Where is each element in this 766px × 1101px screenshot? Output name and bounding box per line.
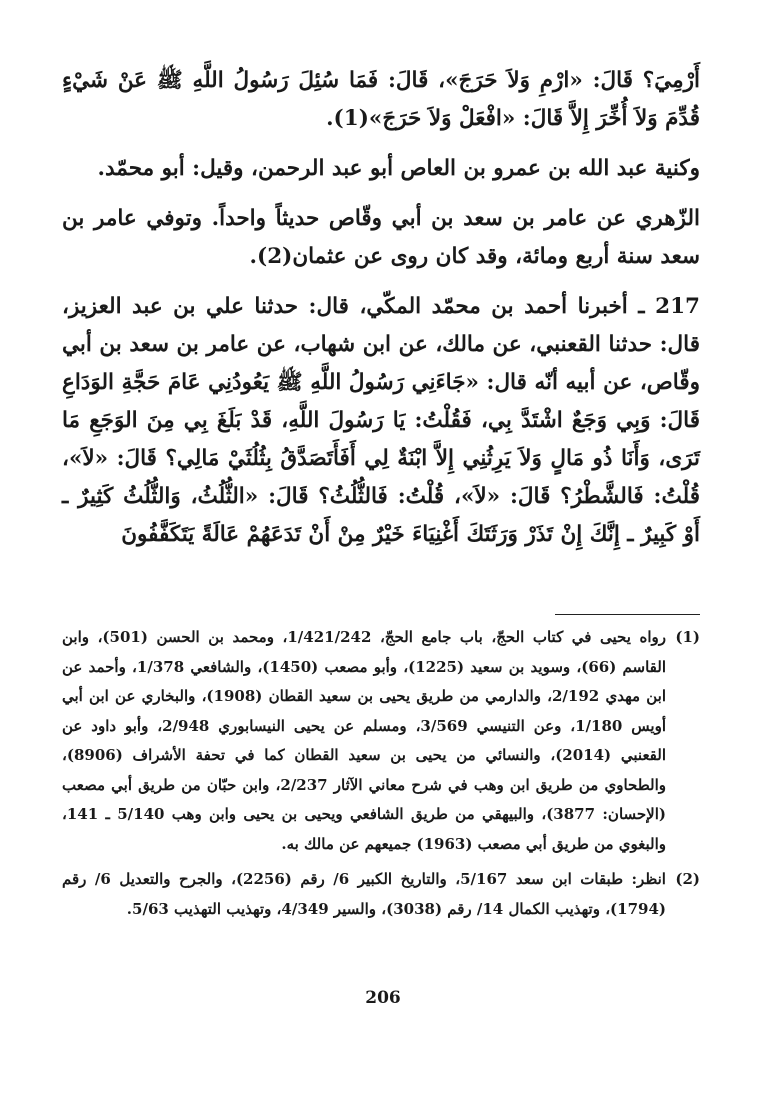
kunya-paragraph: وكنية عبد الله بن عمرو بن العاص أبو عبد الرحمن، وقيل: أبو محمّد. — [97, 156, 700, 181]
footnote-text: انظر: طبقات ابن سعد 5/167، والتاريخ الكبير 6/ رقم (2256)، والجرح والتعديل 6/ رقم (1794)، وتهذيب الكمال 14/ رقم (3038)، والسير 4/349، وتهذيب التهذيب 5/63. — [62, 870, 666, 918]
main-text — [62, 62, 700, 554]
footnote-number: (2) — [675, 870, 700, 888]
footnotes — [62, 623, 700, 924]
hadith-217-paragraph: 217 ـ أخبرنا أحمد بن محمّد المكّي، قال: حدثنا علي بن عبد العزيز، قال: حدثنا القعنبي، عن مالك، عن ابن شهاب، عن عامر بن سعد بن أبي وقّاص، عن أبيه أنّه قال: «جَاءَنِي رَسُولُ اللَّهِ ﷺ يَعُودُنِي عَامَ حَجَّةِ الوَدَاعِ قَالَ: وَبِي وَجَعٌ اشْتَدَّ بِي، فَقُلْتُ: يَا رَسُولَ اللَّهِ، قَدْ بَلَغَ بِي مِنَ الوَجَعِ مَا تَرَى، وَأَنَا ذُو مَالٍ وَلاَ يَرِثُنِي إِلاَّ ابْنَةٌ لِي أَفَأَتَصَدَّقُ بِثُلُثَيْ مَالِي؟ قَالَ: «لاَ»، قُلْتُ: فَالشَّطْرُ؟ قَالَ: «لاَ»، قُلْتُ: فَالثُّلُثُ؟ قَالَ: «الثُّلُثُ، وَالثُّلُثُ كَثِيرٌ ـ أَوْ كَبِيرٌ ـ إِنَّكَ إِنْ تَذَرْ وَرَثَتَكَ أَغْنِيَاءَ خَيْرٌ مِنْ أَنْ تَدَعَهُمْ عَالَةً يَتَكَفَّفُونَ — [62, 294, 700, 547]
hadith-continuation-paragraph: أَرْمِيَ؟ قَالَ: «ارْمِ وَلاَ حَرَجَ»، قَالَ: فَمَا سُئِلَ رَسُولُ اللَّهِ ﷺ عَنْ شَيْءٍ قُدِّمَ وَلاَ أُخِّرَ إِلاَّ قَالَ: «افْعَلْ وَلاَ حَرَجَ»(1). — [62, 68, 700, 131]
zuhri-paragraph: الزّهري عن عامر بن سعد بن أبي وقّاص حديثاً واحداً. وتوفي عامر بن سعد سنة أربع ومائة، وقد كان روى عن عثمان(2). — [62, 206, 700, 269]
footnote-2 — [62, 865, 700, 924]
footnote-1 — [62, 623, 700, 859]
footnote-separator — [555, 614, 700, 615]
footnote-number: (1) — [675, 628, 700, 646]
footnote-text: رواه يحيى في كتاب الحجّ، باب جامع الحجّ، 1/421/242، ومحمد بن الحسن (501)، وابن القاسم (66)، وسويد بن سعيد (1225)، وأبو مصعب (1450)، والشافعي 1/378، وأحمد عن ابن مهدي 2/192، والدارمي من طريق يحيى بن سعيد القطان (1908)، والبخاري عن ابن أبي أويس 1/180، وعن التنيسي 3/569، ومسلم عن يحيى النيسابوري 2/948، وأبو داود عن القعنبي (2014)، والنسائي من يحيى بن سعيد القطان كما في تحفة الأشراف (8906)، والطحاوي من طريق ابن وهب في شرح معاني الآثار 2/237، وابن حبّان من طريق أبي مصعب (الإحسان: 3877)، والبيهقي من طريق الشافعي ويحيى بن يحيى وابن وهب 5/140 ـ 141، والبغوي من طريق أبي مصعب (1963) جميعهم عن مالك به. — [62, 628, 667, 853]
page-number: 206 — [365, 988, 401, 1008]
